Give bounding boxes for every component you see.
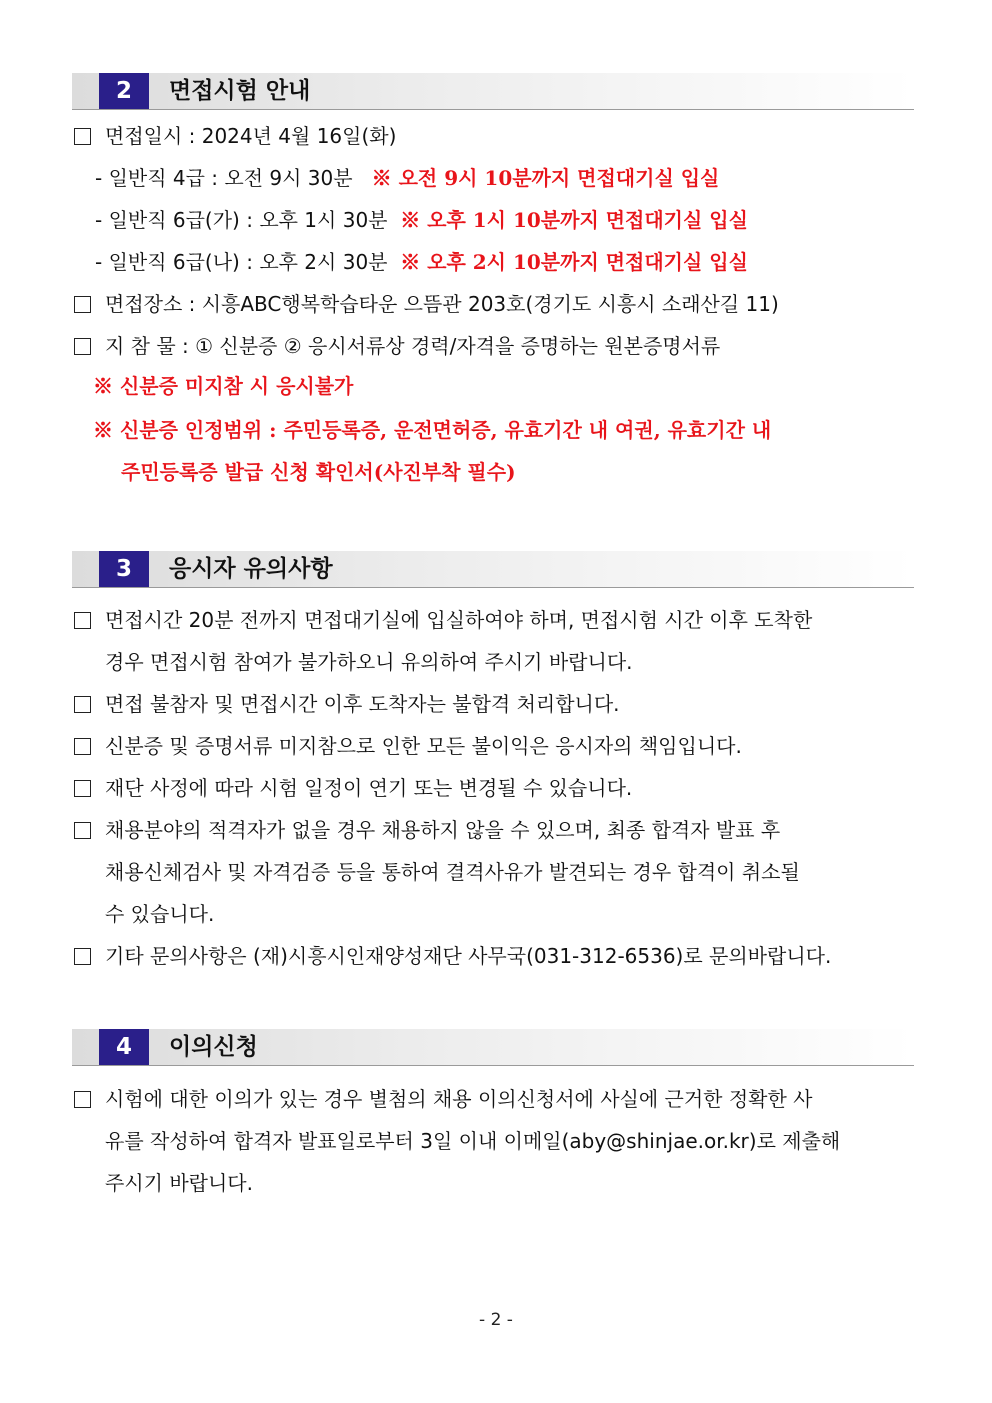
interview-place: 면접장소 : 시흥ABC행복학습타운 으뜸관 203호(경기도 시흥시 소래산길 11)	[105, 292, 779, 316]
notice-item-6: 기타 문의사항은 (재)시흥시인재양성재단 사무국(031-312-6536)로 문의바랍니다.	[105, 944, 832, 968]
notice-item-5: 채용분야의 적격자가 없을 경우 채용하지 않을 수 있으며, 최종 합격자 발표 후	[105, 818, 781, 842]
appeal-item-cont: 유를 작성하여 합격자 발표일로부터 3일 이내 이메일(aby@shinjae.or.kr)로 제출해	[105, 1129, 841, 1153]
notice-item-1: 면접시간 20분 전까지 면접대기실에 입실하여야 하며, 면접시험 시간 이후 도착한	[105, 608, 813, 632]
section-2-number: 2	[99, 73, 149, 109]
section-4-header	[72, 1029, 914, 1066]
section-3-title: 응시자 유의사항	[169, 556, 333, 582]
checkbox-icon	[74, 738, 91, 755]
schedule-note: ※ 오후 2시 10분까지 면접대기실 입실	[400, 250, 748, 274]
appeal-item: 시험에 대한 이의가 있는 경우 별첨의 채용 이의신청서에 사실에 근거한 정확한 사	[105, 1087, 813, 1111]
section-3-header	[72, 551, 914, 588]
schedule-label: - 일반직 6급(가) : 오후 1시 30분	[95, 208, 388, 232]
checkbox-icon	[74, 612, 91, 629]
appeal-item-cont2: 주시기 바랍니다.	[105, 1171, 253, 1195]
checkbox-icon	[74, 822, 91, 839]
page-number: - 2 -	[479, 1310, 513, 1330]
id-range-notice-cont: 주민등록증 발급 신청 확인서(사진부착 필수)	[121, 460, 516, 484]
schedule-row-1	[95, 164, 719, 192]
checkbox-icon	[74, 780, 91, 797]
notice-item-5-cont2: 수 있습니다.	[105, 902, 215, 926]
checkbox-icon	[74, 296, 91, 313]
schedule-note: ※ 오전 9시 10분까지 면접대기실 입실	[371, 166, 720, 190]
schedule-row-3	[95, 248, 748, 276]
id-range-notice: ※ 신분증 인정범위 : 주민등록증, 운전면허증, 유효기간 내 여권, 유효기간 내	[93, 418, 772, 442]
checkbox-icon	[74, 128, 91, 145]
notice-item-4: 재단 사정에 따라 시험 일정이 연기 또는 변경될 수 있습니다.	[105, 776, 633, 800]
notice-item-2: 면접 불참자 및 면접시간 이후 도착자는 불합격 처리합니다.	[105, 692, 620, 716]
id-notice: ※ 신분증 미지참 시 응시불가	[93, 374, 354, 398]
section-2-title: 면접시험 안내	[169, 78, 311, 104]
section-3-number: 3	[99, 551, 149, 587]
section-2-header	[72, 73, 914, 110]
section-4-number: 4	[99, 1029, 149, 1065]
checkbox-icon	[74, 696, 91, 713]
notice-item-3: 신분증 및 증명서류 미지참으로 인한 모든 불이익은 응시자의 책임입니다.	[105, 734, 742, 758]
required-items: 지 참 물 : ① 신분증 ② 응시서류상 경력/자격을 증명하는 원본증명서류	[105, 334, 721, 358]
notice-item-5-cont: 채용신체검사 및 자격검증 등을 통하여 결격사유가 발견되는 경우 합격이 취소될	[105, 860, 800, 884]
checkbox-icon	[74, 948, 91, 965]
notice-item-1-cont: 경우 면접시험 참여가 불가하오니 유의하여 주시기 바랍니다.	[105, 650, 633, 674]
section-4-title: 이의신청	[169, 1034, 258, 1060]
checkbox-icon	[74, 338, 91, 355]
checkbox-icon	[74, 1091, 91, 1108]
schedule-label: - 일반직 6급(나) : 오후 2시 30분	[95, 250, 388, 274]
interview-date: 면접일시 : 2024년 4월 16일(화)	[105, 124, 397, 148]
schedule-row-2	[95, 206, 748, 234]
schedule-note: ※ 오후 1시 10분까지 면접대기실 입실	[400, 208, 748, 232]
schedule-label: - 일반직 4급 : 오전 9시 30분	[95, 166, 353, 190]
